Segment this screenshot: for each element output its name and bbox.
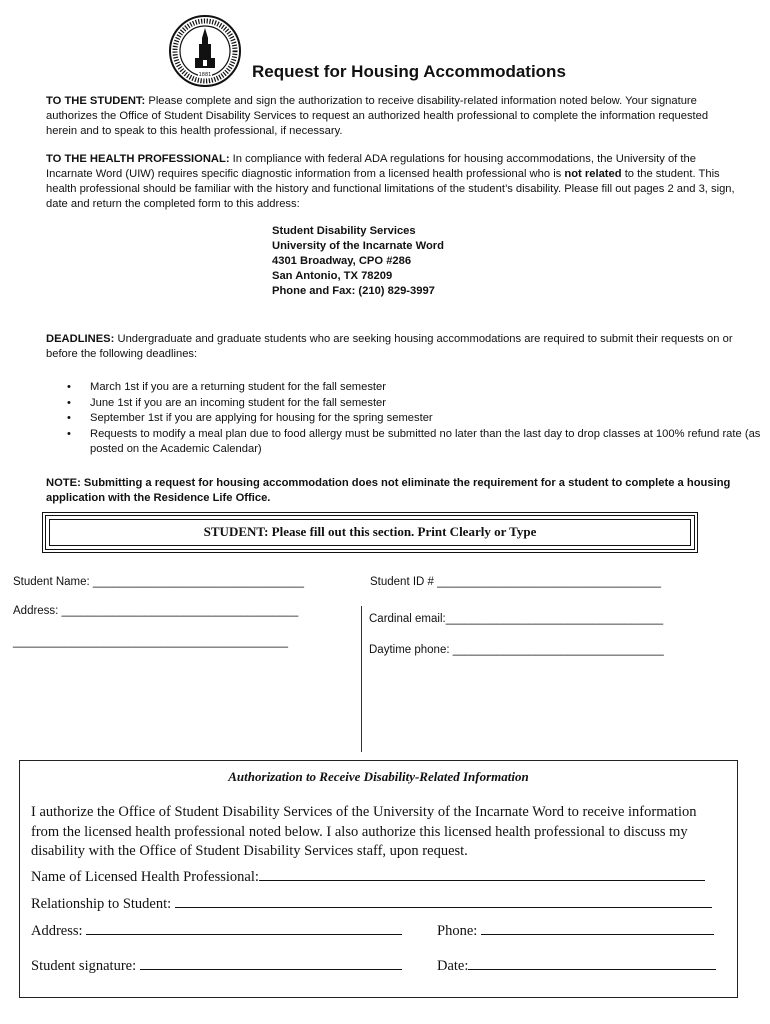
relationship-line[interactable]	[175, 893, 712, 908]
svg-text:1881: 1881	[198, 72, 212, 78]
list-item: • September 1st if you are applying for housing for the spring semester	[90, 411, 770, 427]
deadlines-text: Undergraduate and graduate students who are seeking housing accommodations are required to submit their requests on or before the following deadlines:	[46, 333, 733, 360]
health-professional-instructions	[46, 152, 736, 212]
university-seal	[168, 14, 242, 88]
address-field[interactable]: Address: _____________________________________	[13, 605, 299, 617]
bullet-icon: •	[67, 412, 71, 424]
address-line-2: University of the Incarnate Word	[272, 240, 444, 252]
student-instructions-text: Please complete and sign the authorization to receive disability-related information noted below. Your signature authorizes the Office of Student Disability Services to request an authorized health professional to complete the information requested herein and to speak to this health professional, if necessary.	[46, 95, 709, 137]
address-line-3: 4301 Broadway, CPO #286	[272, 255, 412, 267]
bullet-icon: •	[67, 381, 71, 393]
bullet-icon: •	[67, 427, 71, 440]
student-signature-field[interactable]	[31, 955, 402, 975]
authorization-text: I authorize the Office of Student Disability Services of the University of the Incarnate Word to receive information from the licensed health professional noted below. I also authorize this licensed health professional to discuss my disability with the Office of Student Disability Services staff, upon request.	[31, 804, 697, 859]
health-professional-label: TO THE HEALTH PROFESSIONAL:	[46, 153, 230, 165]
address-line-1: Student Disability Services	[272, 225, 416, 237]
professional-phone-label: Phone:	[437, 923, 478, 939]
student-id-field[interactable]: Student ID # ___________________________________	[370, 576, 661, 588]
student-instructions-label: TO THE STUDENT:	[46, 95, 146, 107]
page-title: Request for Housing Accommodations	[252, 62, 566, 81]
column-divider	[361, 606, 362, 752]
student-section-heading: STUDENT: Please fill out this section. Print Clearly or Type	[203, 524, 537, 539]
address-line-4: San Antonio, TX 78209	[272, 270, 393, 282]
authorization-box	[19, 760, 738, 998]
student-signature-label: Student signature:	[31, 958, 137, 974]
relationship-field[interactable]	[31, 893, 712, 913]
student-section-header	[42, 512, 698, 553]
date-label: Date:	[437, 958, 469, 974]
professional-phone-line[interactable]	[481, 920, 714, 935]
student-signature-line[interactable]	[140, 955, 402, 970]
university-seal-icon	[168, 14, 242, 88]
list-item: • March 1st if you are a returning student for the fall semester	[90, 380, 770, 396]
student-name-field[interactable]: Student Name: _________________________________	[13, 576, 304, 588]
note: NOTE: Submitting a request for housing accommodation does not eliminate the requirement for a student to complete a housing application with the Residence Life Office.	[46, 477, 731, 504]
not-related-emphasis: not related	[564, 168, 622, 180]
professional-address-line[interactable]	[86, 920, 402, 935]
deadlines-paragraph	[46, 332, 736, 362]
professional-name-line[interactable]	[259, 866, 705, 881]
professional-phone-field[interactable]	[437, 920, 714, 940]
professional-address-label: Address:	[31, 923, 83, 939]
list-item: • June 1st if you are an incoming student for the fall semester	[90, 396, 770, 412]
address-line-5: Phone and Fax: (210) 829-3997	[272, 285, 435, 297]
health-professional-text-2: to the student. This health professional should be familiar with the history and functional limitations of the student’s disability. Please fill out pages 2 and 3, sign, date and return the completed form to this address:	[46, 168, 735, 210]
bullet-icon: •	[67, 396, 71, 409]
deadlines-label: DEADLINES:	[46, 333, 115, 345]
professional-name-field[interactable]	[31, 866, 705, 886]
deadlines-list	[46, 380, 770, 458]
date-line[interactable]	[468, 955, 716, 970]
mailing-address	[272, 224, 444, 299]
health-professional-text-1: In compliance with federal ADA regulations for housing accommodations, the University of the Incarnate Word (UIW) requires specific diagnostic information from a licensed health professional who is	[46, 153, 696, 180]
student-instructions	[46, 94, 736, 139]
list-item: • Requests to modify a meal plan due to food allergy must be submitted no later than the last day to drop classes at 100% refund rate (as posted on the Academic Calendar)	[67, 427, 761, 455]
date-field[interactable]	[437, 955, 716, 975]
daytime-phone-field[interactable]: Daytime phone: _________________________________	[369, 644, 664, 656]
address-field-line-2[interactable]: ___________________________________________	[13, 636, 289, 648]
relationship-label: Relationship to Student:	[31, 896, 172, 912]
authorization-title: Authorization to Receive Disability-Related Information	[228, 769, 529, 784]
cardinal-email-field[interactable]: Cardinal email:__________________________________	[369, 613, 664, 625]
professional-address-field[interactable]	[31, 920, 402, 940]
professional-name-label: Name of Licensed Health Professional:	[31, 869, 259, 885]
